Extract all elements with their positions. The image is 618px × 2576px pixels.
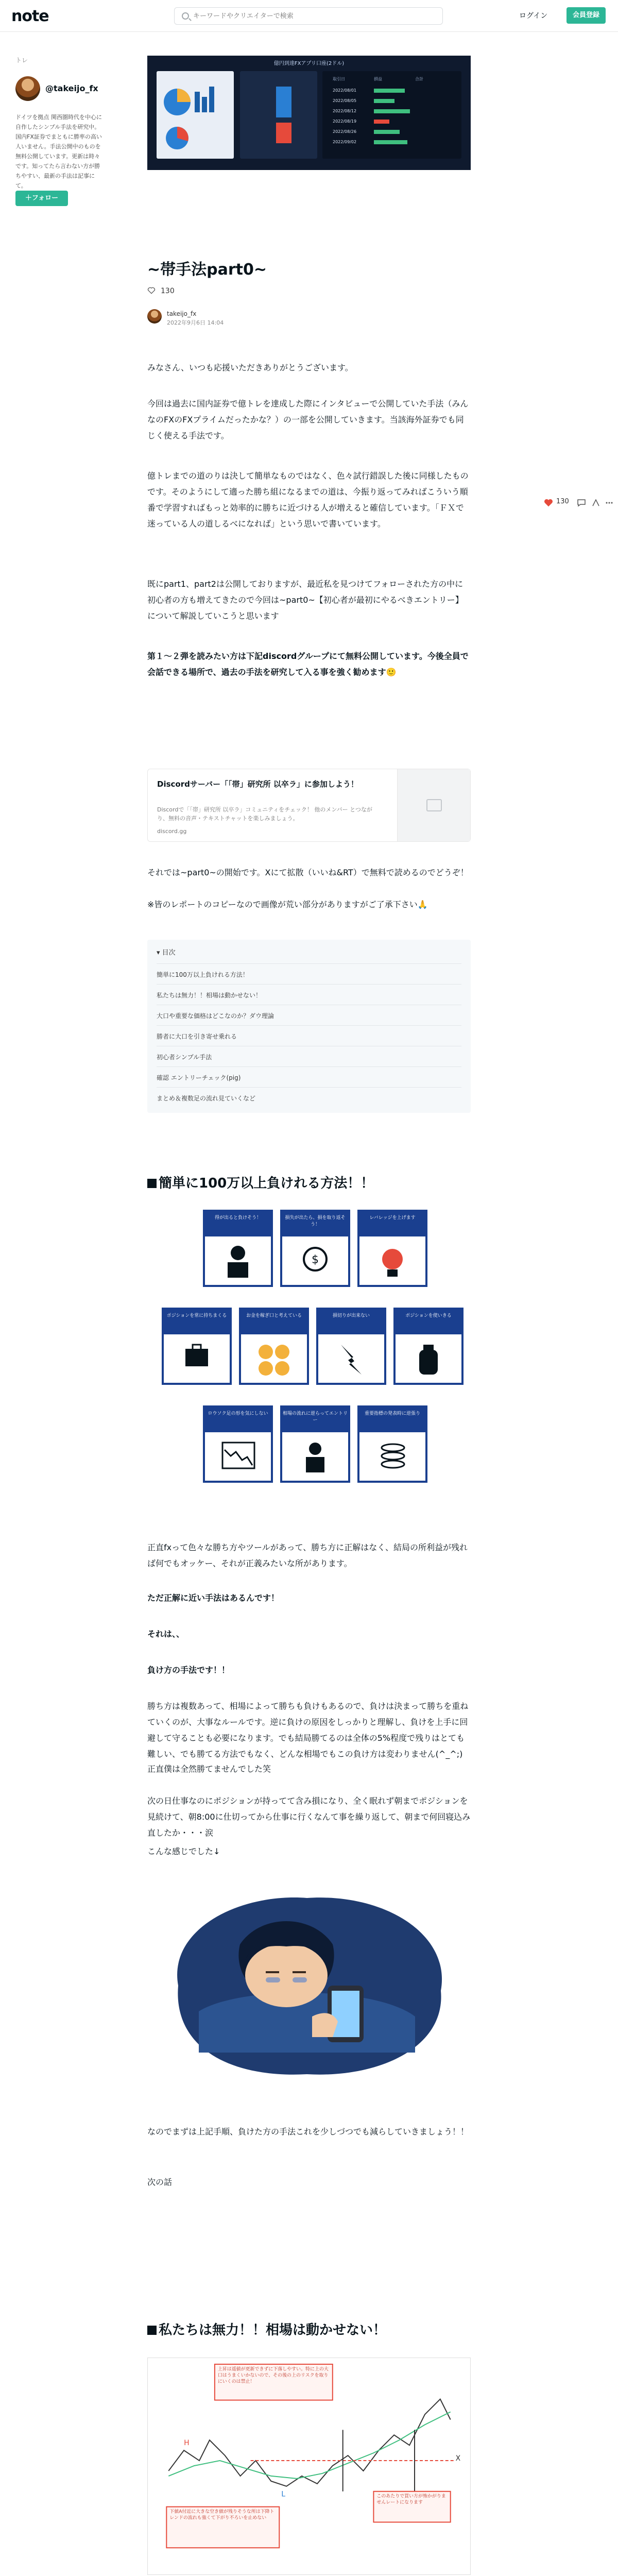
paragraph-bold: 負け方の手法です！！	[147, 1665, 230, 1675]
like-count-top: 130	[161, 287, 175, 295]
hero-head-3: 合計	[415, 77, 423, 81]
author-name[interactable]: takeijo_fx	[167, 310, 197, 317]
hero-title: 億円到達FXアプリ口座(2ドル)	[273, 61, 345, 66]
hero-row-4: 2022/08/19	[333, 119, 357, 124]
paragraph: それでは~part0~の開始です。Xにて拡散（いいね&RT）で無料で読めるのでどうぞ！	[147, 868, 469, 877]
info-cell	[203, 1210, 273, 1287]
chart-note-right: このあたりで買い方が怖かがりませんレートになります	[376, 2494, 446, 2505]
article-title: ~帯手法part0~	[147, 261, 267, 279]
embed-url: discord.gg	[157, 828, 187, 835]
info-cell	[393, 1308, 464, 1385]
cell-label: 得が出ると負けそう！	[205, 1212, 271, 1236]
toc-item[interactable]: 確認 エントリーチェック(pig)	[157, 1066, 461, 1082]
discord-embed-card[interactable]	[147, 769, 471, 842]
like-heart-icon[interactable]	[544, 499, 553, 507]
heading-text: 私たちは無力！！相場は動かせない！	[159, 2323, 387, 2338]
paragraph: 正直僕は全然勝てませんでした笑	[147, 1764, 271, 1774]
paragraph-bold: ただ正解に近い手法はあるんです！	[147, 1593, 280, 1603]
info-cell	[357, 1210, 427, 1287]
cell-label: 重要指標の発表時に逆張り	[359, 1408, 425, 1432]
chart-label-x: X	[455, 2454, 461, 2463]
chart-note-top: 上昇は遥値が更新できずに下落しやすい。特に上の大口はうまくいかないので、その後の上のリスクを取りにいくのは禁止！	[217, 2366, 329, 2384]
info-cell	[203, 1405, 273, 1483]
toc-item[interactable]: 簡単に100万以上負けれる方法！	[157, 963, 461, 979]
author-handle[interactable]: @takeijo_fx	[45, 83, 98, 93]
toc-head[interactable]: ▾ 目次	[157, 949, 176, 957]
section-heading-2	[147, 2319, 471, 2338]
like-count: 130	[556, 498, 569, 505]
info-cell	[280, 1405, 350, 1483]
paragraph: 次の日仕事なのにポジションが持ってて含み損になり、全く眠れず朝までポジションを見続けて、朝8:00に仕切ってから仕事に行くなんて事を繰り返して、朝まで何回寝込み直したか・・・涙	[147, 1796, 471, 1838]
losing-methods-infographic	[151, 1210, 452, 1503]
follow-label: フォロー	[31, 194, 59, 202]
author-avatar[interactable]	[147, 309, 162, 324]
paragraph: 次の話	[147, 2177, 173, 2187]
avatar[interactable]	[15, 76, 40, 101]
section-heading-1	[147, 1173, 471, 1192]
cell-label: レバレッジを上げます	[359, 1212, 425, 1236]
paragraph: 既にpart1、part2は公開しておりますが、最近私を見つけてフォローされた方の中に初心者の方も増えてきたので今回は~part0~【初心者が最初にやるべきエントリー】について解説していこうと思います	[147, 579, 464, 621]
table-of-contents	[147, 940, 471, 1113]
embed-desc: Discordで「「帯」研究所 以卒ラ」コミュニティをチェック！ 他のメンバー とつながり、無料の音声・テキストチャットを楽しみましょう。	[157, 806, 372, 822]
cell-label: 相場の流れに逆らってエントリー	[282, 1408, 348, 1432]
author-sidebar	[15, 56, 103, 202]
toc-head-label: 目次	[162, 949, 176, 957]
hero-head-2: 損益	[374, 77, 382, 81]
chart-label-h: H	[184, 2439, 190, 2448]
cell-label: ポジションを使いきる	[396, 1310, 461, 1334]
cell-label: 損切りが出来ない	[318, 1310, 384, 1334]
paragraph: 正直fxって色々な勝ち方やツールがあって、勝ち方に正解はなく、結局の所利益が残れば何でもオッケー、それが正義みたいな所があります。	[147, 1543, 468, 1568]
hero-row-1: 2022/08/01	[333, 88, 357, 93]
login-link[interactable]: ログイン	[519, 12, 548, 20]
note-logo[interactable]: note	[11, 7, 49, 25]
heart-icon[interactable]	[147, 286, 156, 295]
hero-head-1: 取引日	[333, 77, 345, 81]
follow-icon: ＋	[25, 194, 32, 202]
toc-item[interactable]: 勝者に大口を引き寄せ乗れる	[157, 1025, 461, 1041]
toc-item[interactable]: 私たちは無力！！相場は動かせない！	[157, 984, 461, 999]
cell-label: 損失が出たら、損を取り返そう！	[282, 1212, 348, 1236]
paragraph: こんな感じでした↓	[147, 1846, 220, 1856]
paragraph: みなさん、いつも応援いただきありがとうございます。	[147, 363, 353, 372]
info-cell	[239, 1308, 309, 1385]
info-cell	[357, 1405, 427, 1483]
paragraph-bold: 第１～２弾を読みたい方は下記discordグループにて無料公開しています。今後全員で会話できる場所で、過去の手法を研究して入る事を強く勧めます🙂	[147, 651, 469, 677]
hero-row-2: 2022/08/05	[333, 98, 357, 103]
paragraph: 億トレまでの道のりは決して簡単なものではなく、色々試行錯誤した後に同様したものです。そのようにして適った勝ち組になるまでの道は、今振り返ってみればこういう順番で学習すればもっと効率的に勝ちに近づける人が増えると確信しています。「ＦＸで迷っている人の道しるべになれば」という思いで書いています。	[147, 471, 469, 529]
signup-button[interactable]: 会員登録	[566, 7, 606, 24]
market-flow-chart	[147, 2358, 471, 2575]
paragraph-bold: それは、、	[147, 1629, 185, 1639]
paragraph: なのでまずは上記手順、負けた方の手法これを少しづつでも減らしていきましょう！！	[147, 2127, 469, 2137]
cell-label: お金を稼ぎ口と考えている	[241, 1310, 307, 1334]
share-icon[interactable]	[591, 498, 600, 507]
site-header	[0, 0, 618, 32]
hero-row-3: 2022/08/12	[333, 109, 357, 113]
follow-button[interactable]	[15, 191, 68, 206]
info-cell	[162, 1308, 232, 1385]
embed-title: Discordサーバー「「帯」研究所 以卒ラ」に参加しよう！	[157, 779, 358, 789]
search-box[interactable]	[174, 7, 443, 25]
chart-note-left: 下値A付近に大きな空き値が残りそうな所は下降トレンドの流れも強くて下がり不ろいを止めない	[169, 2509, 274, 2521]
toc-item[interactable]: 初心者シンプル手法	[157, 1046, 461, 1061]
info-cell	[280, 1210, 350, 1287]
publish-date: 2022年9月6日 14:04	[167, 319, 224, 326]
toc-item[interactable]: 大口や重要な価格はどこなのか？ダウ理論	[157, 1005, 461, 1020]
embed-thumbnail	[397, 769, 470, 841]
hero-row-5: 2022/08/26	[333, 129, 357, 134]
sidebar-crumb[interactable]: トレ	[15, 57, 28, 64]
cell-label: ロウソク足の形を気にしない	[205, 1408, 271, 1432]
action-rail	[544, 497, 616, 509]
paragraph: 今回は過去に国内証券で億トレを達成した際にインタビューで公開していた手法（みんなのFXのFXプライムだったかな？）の一部を公開していきます。当該海外証券でも同じく使える手法です。	[147, 399, 469, 440]
cell-label: ポジションを常に持ちまくる	[164, 1310, 230, 1334]
search-icon	[182, 12, 189, 20]
comment-icon[interactable]	[577, 498, 586, 507]
search-input[interactable]	[193, 8, 435, 24]
toc-item[interactable]: まとめ＆複数足の流れ見ていくなど	[157, 1087, 461, 1103]
info-cell	[316, 1308, 386, 1385]
svg-text:$: $	[312, 1253, 319, 1266]
author-bio: ドイツを拠点 関西圏時代を中心に自作したシンプル手法を研究中。国内FX証券でまともに勝率の高い人いません。手法公開中のものを無料公開しています。更新は時々です。知ってたら言わない方が勝ちやすい、最新の手法は記事にて。	[15, 114, 102, 189]
heading-mark	[147, 2326, 157, 2335]
hero-row-6: 2022/09/02	[333, 140, 357, 144]
like-row[interactable]	[147, 286, 175, 295]
image-icon	[426, 799, 442, 811]
hero-image	[147, 56, 471, 170]
chart-label-l: L	[281, 2490, 286, 2499]
more-icon[interactable]	[605, 498, 614, 507]
paragraph: ※皆のレポートのコピーなので画像が荒い部分がありますがご了承下さい🙏	[147, 900, 428, 909]
heading-text: 簡単に100万以上負けれる方法！！	[159, 1176, 374, 1191]
heading-mark	[147, 1179, 157, 1188]
sleepless-trader-illustration	[158, 1883, 456, 2083]
paragraph: 勝ち方は複数あって、相場によって勝ちも負けもあるので、負けは決まって勝ちを重ねていくのが、大事なルールです。逆に負けの原因をしっかりと理解し、負けを上手に回避して守ることも必要になります。でも結局勝てるのは全体の5%程度で残りはとても難しい、でも勝てる方法でもなく、どんな相場でもこの負け方は変わりません(^_^;)	[147, 1701, 469, 1759]
